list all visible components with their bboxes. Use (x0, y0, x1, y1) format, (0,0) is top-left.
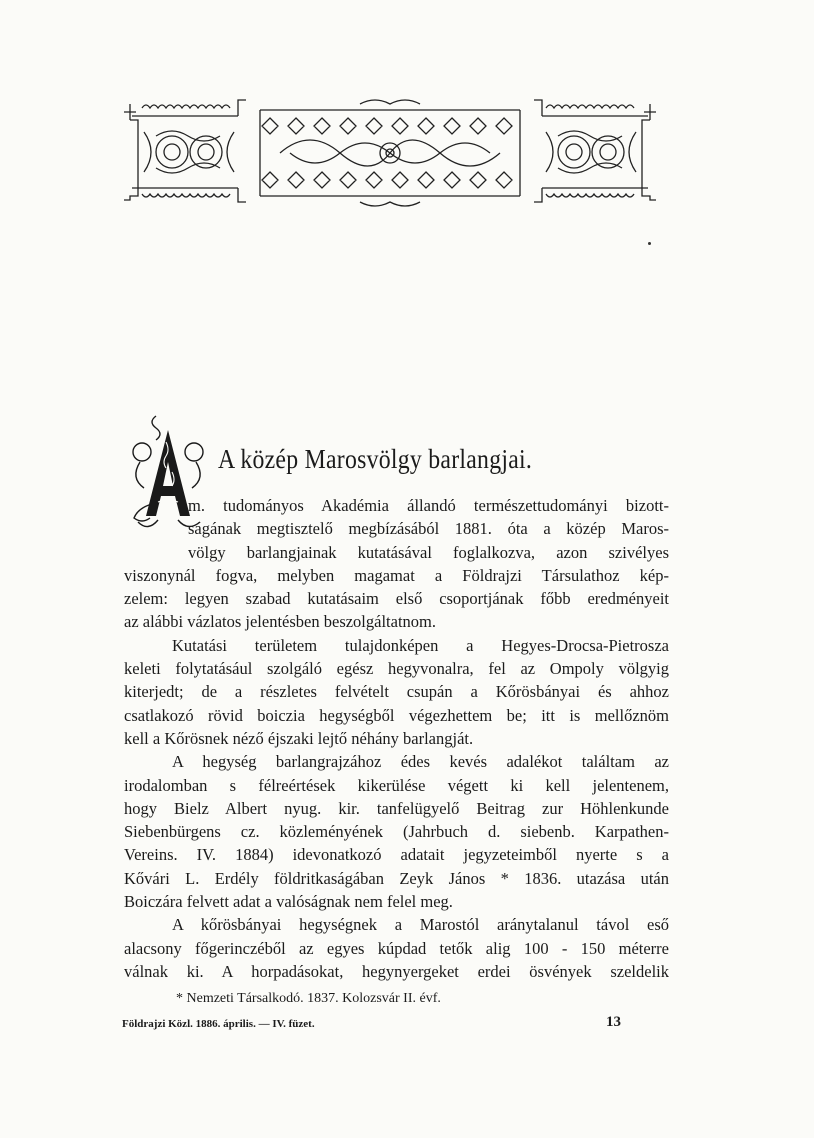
left-ornament-block (124, 100, 246, 202)
page-number: 13 (606, 1014, 621, 1030)
text-line: Boiczára felvett adat a valóságnak nem felel meg. (124, 892, 453, 912)
article-title: A közép Marosvölgy barlangjai. (218, 444, 533, 474)
text-line: kiterjedt; de a részletes felvételt csupán a Kőrösbányai és ahhoz (124, 682, 669, 702)
header-ornament (120, 96, 660, 208)
text-line: válnak ki. A horpadásokat, hegynyergeket erdei ösvények szeldelik (124, 961, 669, 981)
paragraph-2 (124, 634, 669, 750)
text-line: keleti folytatásául szolgáló egész hegyvonalra, fel az Ompoly völgyig (124, 659, 669, 679)
drop-cap-letter: A (163, 501, 173, 515)
paragraph-4 (124, 913, 669, 983)
text-line: viszonynál fogva, melyben magamat a Földrajzi Társulathoz kép- (124, 565, 669, 585)
right-ornament-block (534, 100, 656, 202)
text-line: alacsony főgerinczéből az egyes kúpdad tetők alig 100 - 150 méterre (124, 938, 669, 958)
text-line: ságának megtisztelő megbízásából 1881. óta a közép Maros- (188, 519, 669, 539)
text-line: zelem: legyen szabad kutatásaim első csoportjának főbb eredményeit (124, 589, 669, 609)
running-footer: Földrajzi Közl. 1886. április. — IV. füzet. (122, 1018, 315, 1030)
text-line: Vereins. IV. 1884) idevonatkozó adatait jegyzeteimből nyerte s a (124, 845, 669, 865)
text-line: Kutatási területem tulajdonképen a Hegyes-Drocsa-Pietrosza (172, 635, 669, 655)
text-line: az alábbi vázlatos jelentésben beszolgáltatnom. (124, 612, 437, 632)
footnote: * Nemzeti Társalkodó. 1837. Kolozsvár II. évf. (176, 991, 441, 1006)
center-ornament-block (260, 100, 520, 206)
article-body (124, 494, 669, 983)
text-line: völgy barlangjainak kutatásával foglalkozva, azon szivélyes (188, 542, 669, 562)
text-line: hogy Bielz Albert nyug. kir. tanfelügyelő Beitrag zur Höhlenkunde (124, 798, 669, 818)
text-line: irodalomban s félreértések kikerülése végett ki kell jelentenem, (124, 775, 669, 795)
text-line: A hegység barlangrajzához édes kevés adalékot találtam az (172, 752, 669, 772)
paragraph-3 (124, 750, 669, 913)
text-line: A kőrösbányai hegységnek a Marostól aránytalanul távol eső (172, 915, 669, 935)
text-line: csatlakozó rövid boiczia hegységből végezhettem be; itt is mellőznöm (124, 705, 669, 725)
text-line: Kővári L. Erdély földritkaságában Zeyk János * 1836. utazása után (124, 868, 669, 888)
text-line: kell a Kőrösnek néző éjszaki lejtő néhány barlangját. (124, 728, 474, 748)
text-line: Siebenbürgens cz. közleményének (Jahrbuch d. siebenb. Karpathen- (124, 822, 669, 842)
paragraph-1 (124, 494, 669, 634)
text-line: m. tudományos Akadémia állandó természettudományi bizott- (188, 496, 669, 515)
print-speck (648, 242, 651, 245)
